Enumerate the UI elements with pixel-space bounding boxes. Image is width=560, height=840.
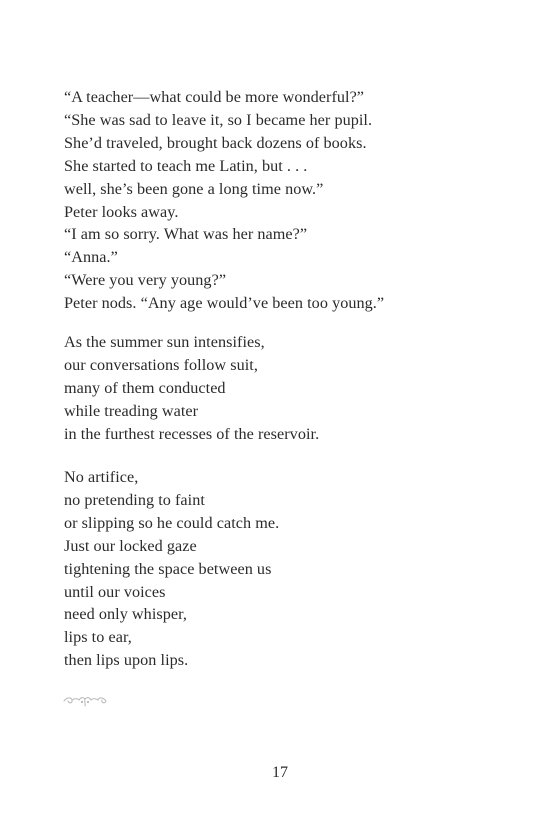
poem-line: No artifice, [64, 468, 139, 486]
poem-line: then lips upon lips. [64, 651, 189, 670]
poem-line: in the furthest recesses of the reservoir. [64, 424, 320, 443]
poem-line: well, she’s been gone a long time now.” [64, 179, 324, 198]
poem-line: many of them conducted [64, 378, 226, 397]
stanza-1 [64, 86, 524, 315]
poem-line: She’d traveled, brought back dozens of books. [64, 133, 367, 152]
poem-line: She started to teach me Latin, but . . . [64, 156, 308, 175]
poem-line: Peter nods. “Any age would’ve been too young.” [64, 294, 385, 313]
poem-line: no pretending to faint [64, 490, 205, 509]
poem-line: Peter looks away. [64, 202, 179, 221]
poem-line: “I am so sorry. What was her name?” [64, 225, 308, 244]
poem-line: or slipping so he could catch me. [64, 513, 280, 532]
poem-line: “Were you very young?” [64, 271, 227, 290]
page-number: 17 [272, 764, 288, 781]
poem-line: Just our locked gaze [64, 536, 197, 555]
floral-flourish-icon [62, 693, 108, 707]
stanza-3 [64, 466, 524, 672]
poem-line: until our voices [64, 582, 166, 601]
poem-line: lips to ear, [64, 628, 132, 647]
poem-line: “A teacher—what could be more wonderful?” [64, 88, 365, 106]
poem-line: “Anna.” [64, 248, 118, 267]
poem-line: while treading water [64, 401, 199, 420]
poem-line: tightening the space between us [64, 559, 272, 578]
stanza-2 [64, 331, 524, 446]
poem-line: our conversations follow suit, [64, 355, 258, 374]
poem-line: As the summer sun intensifies, [64, 333, 265, 351]
poem-line: “She was sad to leave it, so I became her pupil. [64, 110, 373, 129]
poem-line: need only whisper, [64, 605, 187, 624]
